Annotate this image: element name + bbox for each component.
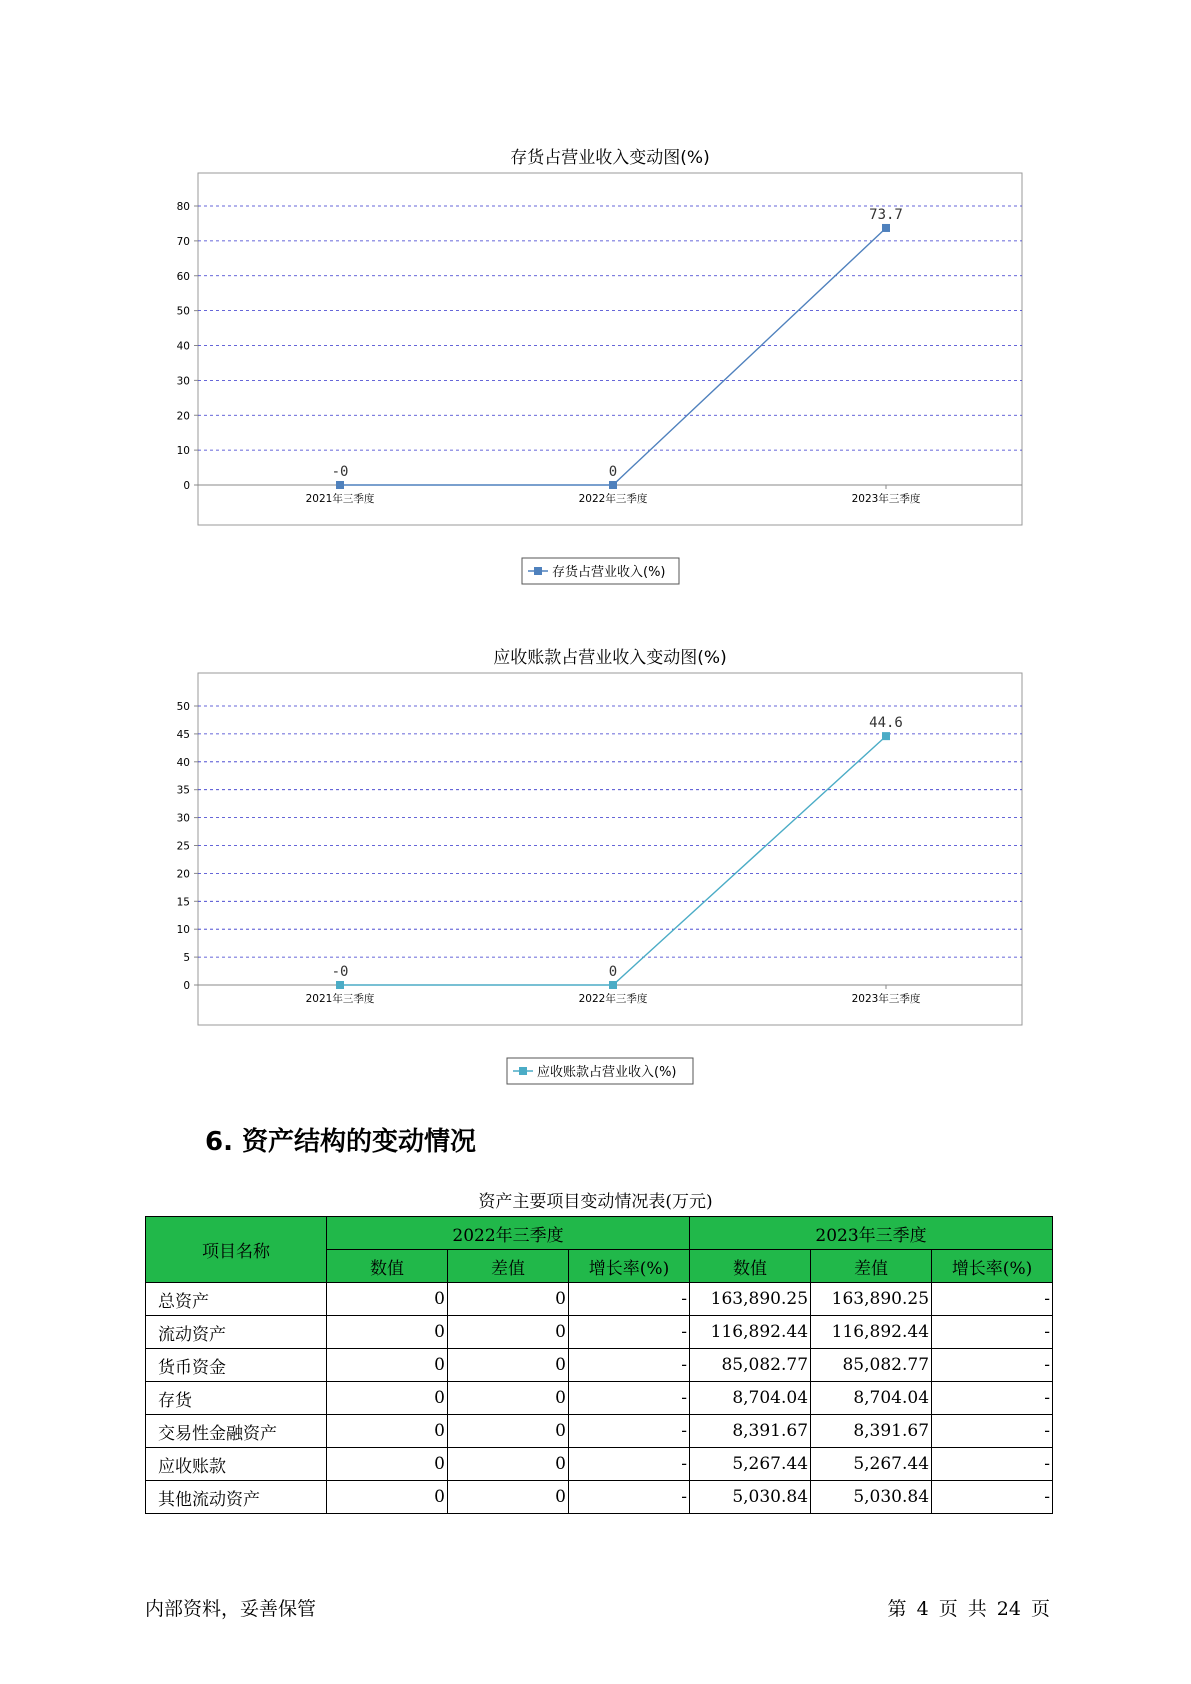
growth-2022-cell: - — [569, 1448, 690, 1481]
chart-title: 存货占营业收入变动图(%) — [510, 148, 710, 168]
diff-2022-cell: 0 — [448, 1481, 569, 1514]
value-2023-cell: 5,030.84 — [690, 1481, 811, 1514]
growth-header: 增长率(%) — [569, 1250, 690, 1283]
item-name-cell: 其他流动资产 — [146, 1481, 327, 1514]
growth-header: 增长率(%) — [932, 1250, 1053, 1283]
y-tick-label: 50 — [176, 701, 190, 713]
data-label: -0 — [331, 964, 349, 980]
chart-title: 应收账款占营业收入变动图(%) — [493, 648, 727, 668]
item-name-cell: 存货 — [146, 1382, 327, 1415]
value-2022-cell: 0 — [327, 1283, 448, 1316]
value-2023-cell: 163,890.25 — [690, 1283, 811, 1316]
diff-2022-cell: 0 — [448, 1382, 569, 1415]
x-tick-label: 2022年三季度 — [578, 993, 648, 1005]
growth-2023-cell: - — [932, 1349, 1053, 1382]
y-tick-label: 40 — [176, 340, 190, 353]
table-row — [146, 1448, 1053, 1481]
table-row — [146, 1349, 1053, 1382]
data-label: 73.7 — [869, 206, 903, 223]
growth-2022-cell: - — [569, 1382, 690, 1415]
table-row — [146, 1481, 1053, 1514]
diff-2023-cell: 85,082.77 — [811, 1349, 932, 1382]
table-caption: 资产主要项目变动情况表(万元) — [478, 1192, 713, 1212]
legend-marker — [519, 1067, 527, 1075]
diff-2022-cell: 0 — [448, 1349, 569, 1382]
data-label: -0 — [331, 464, 349, 480]
value-2023-cell: 8,391.67 — [690, 1415, 811, 1448]
y-tick-label: 25 — [176, 840, 190, 853]
table-row — [146, 1316, 1053, 1349]
diff-header: 差值 — [811, 1250, 932, 1283]
growth-2023-cell: - — [932, 1448, 1053, 1481]
value-header: 数值 — [690, 1250, 811, 1283]
legend-marker — [534, 567, 542, 575]
y-tick-label: 5 — [183, 952, 190, 965]
diff-2023-cell: 5,267.44 — [811, 1448, 932, 1481]
value-2022-cell: 0 — [327, 1316, 448, 1349]
y-tick-label: 0 — [183, 980, 190, 992]
legend — [507, 1058, 693, 1084]
item-name-cell: 总资产 — [146, 1283, 327, 1316]
value-2022-cell: 0 — [327, 1415, 448, 1448]
page-number: 第 4 页 共 24 页 — [887, 1598, 1050, 1620]
value-2023-cell: 116,892.44 — [690, 1316, 811, 1349]
legend-label: 应收账款占营业收入(%) — [537, 1065, 677, 1080]
x-tick-label: 2022年三季度 — [578, 493, 648, 505]
value-2023-cell: 5,267.44 — [690, 1448, 811, 1481]
value-header: 数值 — [327, 1250, 448, 1283]
diff-2023-cell: 8,391.67 — [811, 1415, 932, 1448]
data-label: 0 — [608, 964, 618, 980]
table-row — [146, 1283, 1053, 1316]
y-tick-label: 15 — [176, 896, 190, 909]
growth-2023-cell: - — [932, 1283, 1053, 1316]
item-name-cell: 货币资金 — [146, 1349, 327, 1382]
y-axis — [177, 201, 198, 492]
y-tick-label: 40 — [176, 756, 190, 769]
diff-2022-cell: 0 — [448, 1448, 569, 1481]
table-row — [146, 1415, 1053, 1448]
footer-note: 内部资料，妥善保管 — [145, 1598, 317, 1620]
data-point — [882, 732, 890, 740]
y-tick-label: 70 — [176, 235, 190, 248]
legend-label: 存货占营业收入(%) — [552, 565, 666, 580]
x-tick-label: 2021年三季度 — [305, 993, 375, 1005]
y-tick-label: 30 — [176, 812, 190, 825]
diff-header: 差值 — [448, 1250, 569, 1283]
x-tick-label: 2023年三季度 — [851, 493, 921, 505]
item-name-cell: 交易性金融资产 — [146, 1415, 327, 1448]
y-axis — [177, 701, 198, 992]
growth-2022-cell: - — [569, 1349, 690, 1382]
item-name-cell: 流动资产 — [146, 1316, 327, 1349]
asset-change-table — [145, 1216, 1053, 1514]
y-tick-label: 60 — [176, 270, 190, 283]
period-header: 2022年三季度 — [327, 1217, 690, 1250]
value-2022-cell: 0 — [327, 1349, 448, 1382]
growth-2023-cell: - — [932, 1316, 1053, 1349]
y-tick-label: 45 — [176, 728, 190, 741]
value-2022-cell: 0 — [327, 1481, 448, 1514]
growth-2023-cell: - — [932, 1415, 1053, 1448]
value-2022-cell: 0 — [327, 1448, 448, 1481]
y-tick-label: 20 — [176, 868, 190, 881]
y-tick-label: 30 — [176, 375, 190, 388]
y-tick-label: 35 — [176, 784, 190, 797]
y-tick-label: 80 — [176, 201, 190, 213]
growth-2023-cell: - — [932, 1481, 1053, 1514]
data-point — [609, 481, 617, 489]
x-tick-label: 2021年三季度 — [305, 493, 375, 505]
value-2022-cell: 0 — [327, 1382, 448, 1415]
growth-2023-cell: - — [932, 1382, 1053, 1415]
table-row — [146, 1382, 1053, 1415]
data-label: 44.6 — [869, 715, 903, 732]
value-2023-cell: 8,704.04 — [690, 1382, 811, 1415]
x-tick-label: 2023年三季度 — [851, 993, 921, 1005]
diff-2022-cell: 0 — [448, 1283, 569, 1316]
diff-2023-cell: 8,704.04 — [811, 1382, 932, 1415]
data-point — [609, 981, 617, 989]
section-heading: 6. 资产结构的变动情况 — [205, 1127, 477, 1157]
receivables-ratio-chart — [0, 640, 1191, 1100]
growth-2022-cell: - — [569, 1481, 690, 1514]
inventory-ratio-chart — [0, 140, 1191, 600]
growth-2022-cell: - — [569, 1283, 690, 1316]
legend — [522, 558, 679, 584]
y-tick-label: 20 — [176, 410, 190, 423]
diff-2022-cell: 0 — [448, 1316, 569, 1349]
diff-2023-cell: 163,890.25 — [811, 1283, 932, 1316]
y-tick-label: 50 — [176, 305, 190, 318]
item-name-cell: 应收账款 — [146, 1448, 327, 1481]
growth-2022-cell: - — [569, 1316, 690, 1349]
y-tick-label: 10 — [176, 445, 190, 458]
value-2023-cell: 85,082.77 — [690, 1349, 811, 1382]
diff-2023-cell: 5,030.84 — [811, 1481, 932, 1514]
period-header: 2023年三季度 — [690, 1217, 1053, 1250]
diff-2022-cell: 0 — [448, 1415, 569, 1448]
y-tick-label: 0 — [183, 480, 190, 492]
diff-2023-cell: 116,892.44 — [811, 1316, 932, 1349]
data-point — [882, 224, 890, 232]
y-tick-label: 10 — [176, 924, 190, 937]
growth-2022-cell: - — [569, 1415, 690, 1448]
data-label: 0 — [608, 464, 618, 480]
data-point — [336, 981, 344, 989]
item-name-header: 项目名称 — [146, 1217, 327, 1283]
data-point — [336, 481, 344, 489]
